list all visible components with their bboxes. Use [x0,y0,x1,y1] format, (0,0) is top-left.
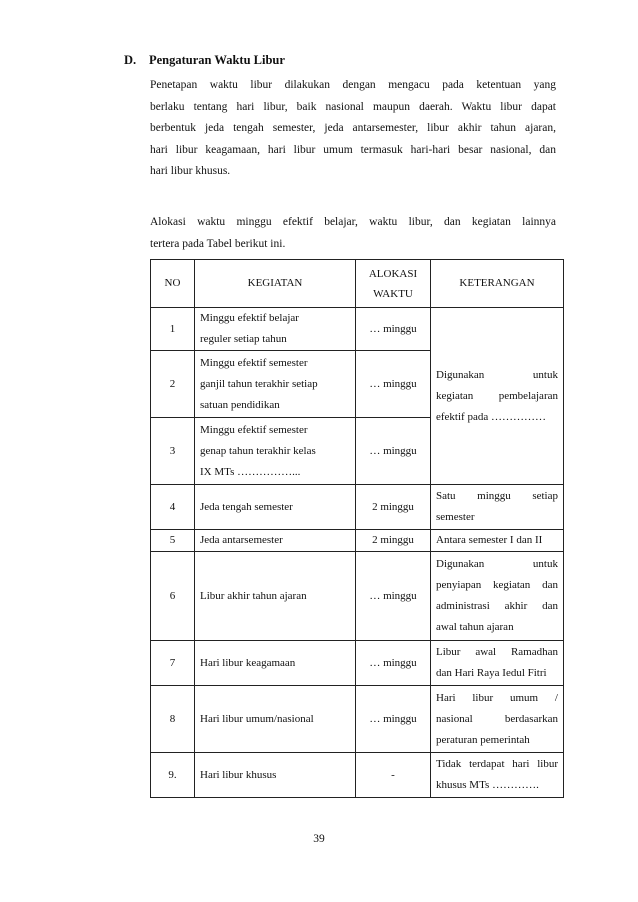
cell-keterangan: Libur awal Ramadhan dan Hari Raya Iedul Fitri [431,641,564,686]
table-row [151,552,564,641]
cell-no: 4 [151,485,195,530]
cell-no: 6 [151,552,195,641]
section-letter: D. [124,53,137,67]
cell-keterangan-merged: Digunakan untuk kegiatan pembelajaran efektif pada …………… [431,308,564,485]
cell-alokasi: … minggu [356,351,431,418]
cell-keterangan: Tidak terdapat hari libur khusus MTs …………. [431,753,564,798]
paragraph-line: Penetapan waktu libur dilakukan dengan mengacu pada ketentuan yang [150,79,556,91]
cell-alokasi: 2 minggu [356,530,431,552]
cell-no: 2 [151,351,195,418]
cell-no: 3 [151,418,195,485]
paragraph-intro [150,75,556,183]
cell-no: 7 [151,641,195,686]
paragraph-line: hari libur keagamaan, hari libur umum termasuk hari-hari besar nasional, dan [150,143,556,156]
cell-no: 8 [151,686,195,753]
cell-kegiatan: Minggu efektif semester ganjil tahun terakhir setiap satuan pendidikan [195,351,356,418]
paragraph-line: Alokasi waktu minggu efektif belajar, waktu libur, dan kegiatan lainnya [150,216,556,228]
table-row [151,641,564,686]
header-no: NO [151,260,195,308]
cell-kegiatan: Libur akhir tahun ajaran [195,552,356,641]
cell-alokasi: - [356,753,431,798]
cell-no: 5 [151,530,195,552]
cell-no: 1 [151,308,195,351]
table-header-row [151,260,564,308]
paragraph-line: berbentuk jeda tengah semester, jeda antarsemester, libur akhir tahun ajaran, [150,122,556,134]
header-alokasi: ALOKASI WAKTU [356,260,431,308]
cell-alokasi: … minggu [356,686,431,753]
cell-keterangan: Digunakan untuk penyiapan kegiatan dan administrasi akhir dan awal tahun ajaran [431,552,564,641]
cell-alokasi: 2 minggu [356,485,431,530]
paragraph-line: berlaku tentang hari libur, baik nasional maupun daerah. Waktu libur dapat [150,100,556,113]
cell-kegiatan: Jeda antarsemester [195,530,356,552]
table-row [151,485,564,530]
cell-keterangan: Antara semester I dan II [431,530,564,552]
table-row [151,686,564,753]
cell-kegiatan: Hari libur keagamaan [195,641,356,686]
cell-alokasi: … minggu [356,552,431,641]
cell-no: 9. [151,753,195,798]
paragraph-table-intro [150,212,556,255]
page-number: 39 [313,833,325,845]
cell-alokasi: … minggu [356,641,431,686]
cell-kegiatan: Jeda tengah semester [195,485,356,530]
cell-kegiatan: Minggu efektif semester genap tahun terakhir kelas IX MTs ……………... [195,418,356,485]
cell-kegiatan: Hari libur khusus [195,753,356,798]
table-row [151,753,564,798]
header-keterangan: KETERANGAN [431,260,564,308]
section-title: Pengaturan Waktu Libur [149,53,285,67]
section-heading [124,53,285,68]
cell-keterangan: Satu minggu setiap semester [431,485,564,530]
cell-kegiatan: Hari libur umum/nasional [195,686,356,753]
cell-keterangan: Hari libur umum / nasional berdasarkan peraturan pemerintah [431,686,564,753]
cell-alokasi: … minggu [356,418,431,485]
header-kegiatan: KEGIATAN [195,260,356,308]
cell-kegiatan: Minggu efektif belajar reguler setiap tahun [195,308,356,351]
allocation-table [150,259,564,798]
cell-alokasi: … minggu [356,308,431,351]
table-row [151,308,564,351]
table-row [151,530,564,552]
paragraph-line: hari libur khusus. [150,165,231,177]
paragraph-line: tertera pada Tabel berikut ini. [150,237,286,250]
